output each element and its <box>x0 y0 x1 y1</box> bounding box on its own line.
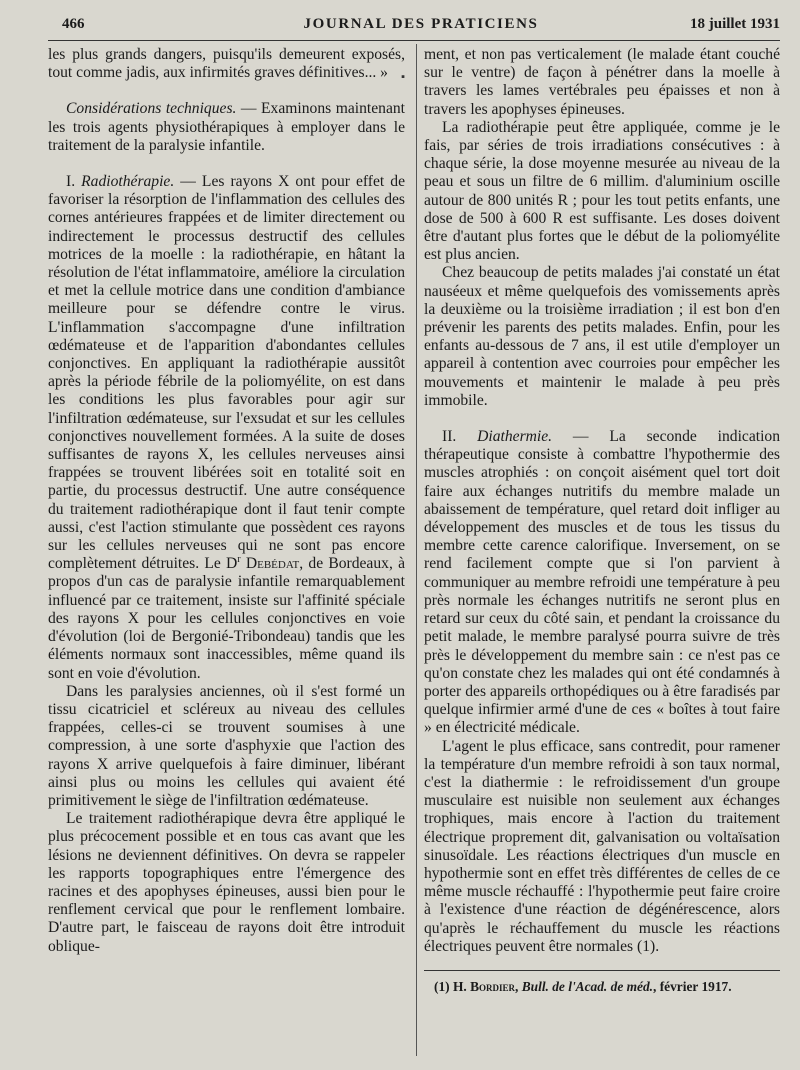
left-column <box>48 46 405 956</box>
author-debedat: Debédat <box>245 555 300 573</box>
footnote-author: Bordier <box>470 978 516 994</box>
paragraph-radiotherapie: I. Radiothérapie. — Les rayons X ont pour effet de favoriser la résorption de l'inflammation des cellules des cornes antérieures frappées et de limiter directement ou indirectement le processus destructif des cellules motrices de la moelle : la radiothérapie, en hâtant la résolution de l'état inflammatoire, améliore la circulation et met la cellule motrice dans une condition d'ambiance meilleure pour se défendre contre le virus. L'inflammation s'accompagne d'une infiltration œdémateuse et de l'apparition d'abondantes cellules conjonctives. En appliquant la radiothérapie aussitôt après la période fébrile de la poliomyélite, on est dans les conditions les plus favorables pour agir sur l'infiltration œdémateuse, sur l'exsudat et sur les cellules conjonctives nouvellement formées. A la suite de doses suffisantes de rayons X, les cellules nerveuses ainsi frappées se trouvent libérées soit en totalité soit en partie, du processus destructif. Une autre conséquence du traitement radiothérapique dont il faut tenir compte aussi, c'est l'action stimulante que possèdent ces rayons sur les cellules nerveuses qui ne sont pas encore complètement détruites. Le $D^r$ Debédat, de Bordeaux, à propos d'un cas de paralysie infantile remarquablement influencé par ce traitement, insiste sur l'affinité spéciale des rayons X pour les cellules conjonctives en voie d'évolution (loi de Bergonié-Tribondeau) tandis que les éléments normaux sont inaccessibles, même quand ils sont en voie d'évolution. <box>48 173 406 682</box>
page-header <box>62 14 780 36</box>
paragraph-quote-end: les plus grands dangers, puisqu'ils demeurent exposés, tout comme jadis, aux infirmités graves définitives... » ▪ <box>48 46 405 82</box>
paragraph-paralysies-anciennes: Dans les paralysies anciennes, où il s'est formé un tissu cicatriciel et scléreux au niveau des cellules frappées, celles-ci se trouvent soumises à une compression, à une sorte d'asphyxie que l'action des rayons X arrive quelquefois à faire diminuer, libérant ainsi plus ou moins les cellules qui avaient été primitivement le siège de l'infiltration œdémateuse. <box>48 682 405 809</box>
section-number: II. <box>442 428 478 446</box>
page-number: 466 <box>62 16 85 32</box>
header-rule <box>48 40 780 41</box>
paragraph-dosage: La radiothérapie peut être appliquée, comme je le fais, par séries de trois irradiations consécutives : à chaque série, la dose moyenne mesurée au niveau de la peau et sous un filtre de 6 millim. d'aluminium oscille autour de 800 unités R ; pour les tout petits enfants, une dose de 500 à 600 R est suffisante. Les doses doivent être d'autant plus fortes que le début de la poliomyélite est plus ancien. <box>424 118 780 264</box>
section-heading-diathermie: Diathermie. <box>477 428 553 446</box>
section-heading-radiotherapie: Radiothérapie. <box>81 173 175 191</box>
footnote: (1) H. Bordier, Bull. de l'Acad. de méd., février 1917. <box>434 978 732 994</box>
footnote-source: Bull. de l'Acad. de méd. <box>521 978 654 994</box>
paragraph-traitement: Le traitement radiothérapique devra être appliqué le plus précocement possible et en tous cas avant que les lésions ne deviennent définitives. On devra se rappeler les rapports topographiques entre l'émergence des racines et des apophyses épineuses, aussi bien pour le renflement cervical que pour le renflement lombaire. D'autre part, le faisceau de rayons doit être introduit oblique- <box>48 810 405 955</box>
paragraph-continuation: ment, et non pas verticalement (le malade étant couché sur le ventre) de façon à pénétrer dans la moelle à travers les lames vertébrales peu épaisses et non à travers les apophyses épineuses. <box>424 46 780 118</box>
right-column <box>424 46 780 995</box>
paragraph-diathermie: II. Diathermie. — La seconde indication thérapeutique consiste à combattre l'hypothermie des muscles atrophiés : on conçoit aisément quel tort doit faire aux échanges nutritifs du membre malade un abaissement de température, quel retard doit infliger au développement des muscles et de tous les tissus du membre cette carence calorifique. Inversement, on se rend facilement compte que si l'on parvient à communiquer au membre refroidi une température à peu près normale les échanges nutritifs ne seront plus en retard sur ceux du côté sain, et pendant la croissance du petit malade, le membre paralysé pourra suivre de très près le développement du membre sain : ce n'est pas ce qu'on constate chez les malades qui ont été condamnés à porter des appareils orthopédiques ou à être faradisés par quelque infirmier armé d'une de ces « boîtes à tout faire » en électricité médicale. <box>424 428 781 737</box>
paragraph-considerations: Considérations techniques. — Examinons maintenant les trois agents physiothérapiques à employer dans le traitement de la paralysie infantile. <box>48 100 405 154</box>
considerations-heading: Considérations techniques. <box>66 100 237 118</box>
journal-title: JOURNAL DES PRATICIENS <box>303 16 539 32</box>
footnote-rule <box>424 970 780 971</box>
column-divider <box>416 44 417 1056</box>
printer-mark-icon: ▪ <box>401 71 405 84</box>
paragraph-nausea: Chez beaucoup de petits malades j'ai constaté un état nauséeux et même quelquefois des vomissements après la deuxième ou la troisième irradiation ; il est bon d'en prévenir les parents des petits malades. Enfin, pour les enfants au-dessous de 7 ans, il est utile d'employer un appareil à contention avec courroies pour empêcher les mouvements et maintenir le malade à peu près immobile. <box>424 264 780 409</box>
paragraph-agent-efficace: L'agent le plus efficace, sans contredit, pour ramener la température d'un membre refroidi à son taux normal, c'est la diathermie : le refroidissement d'un groupe musculaire est nuisible non seulement aux échanges trophiques, mais encore à l'action du traitement électrique proprement dit, galvanisation ou voltaïsation sinusoïdale. Les réactions électriques d'un muscle en hypothermie sont en effet très différentes de celles de ce même muscle réchauffé : l'hypothermie peut faire croire à l'existence d'une réaction de dégénérescence, alors qu'après le réchauffement du muscle les réactions électriques peuvent être normales (1). <box>424 737 780 955</box>
issue-date: 18 juillet 1931 <box>690 16 780 32</box>
section-number: I. <box>66 173 82 191</box>
